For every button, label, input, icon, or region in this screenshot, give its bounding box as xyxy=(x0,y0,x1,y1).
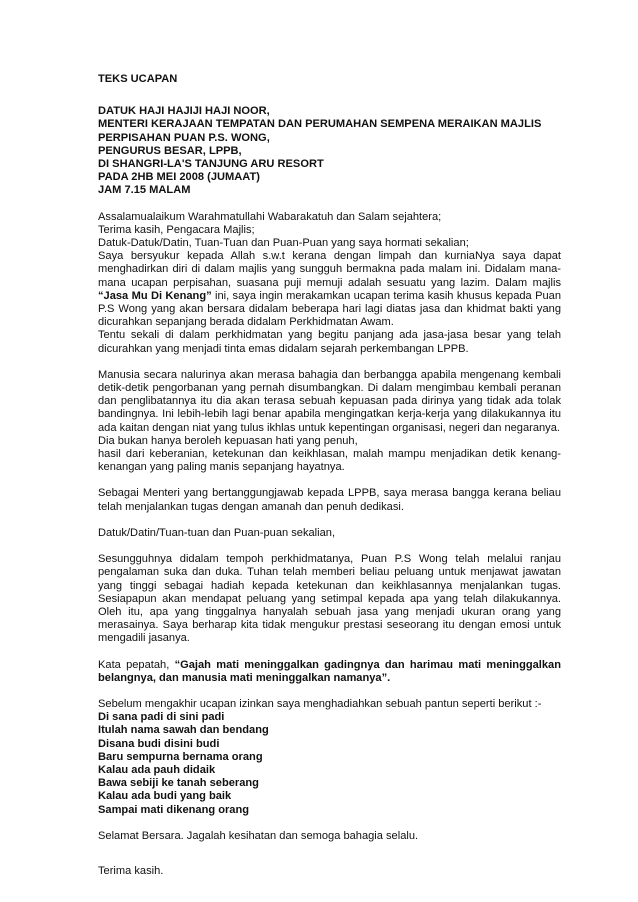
header-line: PERPISAHAN PUAN P.S. WONG, xyxy=(98,131,270,144)
header-line: DI SHANGRI-LA'S TANJUNG ARU RESORT xyxy=(98,158,324,171)
pantun-line: Baru sempurna bernama orang xyxy=(98,750,263,763)
document-title: TEKS UCAPAN xyxy=(98,73,178,85)
closing-thanks: Terima kasih. xyxy=(98,864,164,877)
paragraph-text: ini, saya ingin merakamkan ucapan terima kasih khusus kepada Puan P.S Wong yang akan bersara didalam beberapa hari lagi diatas jasa dan khidmat bakti yang dicurahkan sepanjang berada didalam Perkhidmatan Awam. xyxy=(98,289,561,329)
greeting-line: Terima kasih, Pengacara Majlis; xyxy=(98,223,255,236)
paragraph-service: Sesungguhnya didalam tempoh perkhidmatanya, Puan P.S Wong telah melalui ranjau pengalaman suka dan duka. Tuhan telah memberi beliau peluang untuk menjawat jawatan yang tinggi sebagai hadiah kepada ketekunan dan keikhlasannya menjalankan tugas. Sesiapapun akan mendapat peluang yang setimpal kepada apa yang telah dilakukannya. Oleh itu, apa yang tinggalnya hanyalah sebuah jasa yang menjadi ukuran orang yang merasainya. Saya berharap kita tidak mengukur prestasi seseorang itu dengan emosi untuk mengadili jasanya. xyxy=(98,553,561,645)
paragraph-address: Datuk/Datin/Tuan-tuan dan Puan-puan sekalian, xyxy=(98,526,336,539)
paragraph-text: Saya bersyukur kepada Allah s.w.t kerana dengan limpah dan kurniaNya saya dapat menghadirkan diri di dalam majlis yang sungguh bermakna pada malam ini. Didalam mana-mana ucapan perpisahan, suasana puji memuji adalah sesuatu yang lazim. Dalam majlis xyxy=(98,250,561,289)
pantun-line: Bawa sebiji ke tanah seberang xyxy=(98,777,259,790)
paragraph-gratitude xyxy=(98,250,561,329)
paragraph-proverb xyxy=(98,659,561,685)
header-line: MENTERI KERAJAAN TEMPATAN DAN PERUMAHAN SEMPENA MERAIKAN MAJLIS xyxy=(98,118,542,131)
speech-header xyxy=(98,105,561,197)
event-name: “Jasa Mu Di Kenang” xyxy=(98,289,212,302)
greeting-line: Assalamualaikum Warahmatullahi Wabarakatuh dan Salam sejahtera; xyxy=(98,210,442,223)
paragraph-line: hasil dari keberanian, ketekunan dan keikhlasan, malah mampu menjadikan detik kenang-kenangan yang paling manis sepanjang hayatnya. xyxy=(98,448,561,474)
paragraph-minister: Sebagai Menteri yang bertanggungjawab kepada LPPB, saya merasa bangga kerana beliau telah menjalankan tugas dengan amanah dan penuh dedikasi. xyxy=(98,487,561,513)
header-line: PENGURUS BESAR, LPPB, xyxy=(98,144,242,157)
greeting-line: Datuk-Datuk/Datin, Tuan-Tuan dan Puan-Puan yang saya hormati sekalian; xyxy=(98,237,469,250)
pantun-line: Sampai mati dikenang orang xyxy=(98,803,250,816)
header-line: PADA 2HB MEI 2008 (JUMAAT) xyxy=(98,171,260,184)
header-line: DATUK HAJI HAJIJI HAJI NOOR, xyxy=(98,105,270,118)
proverb-quote: “Gajah mati meninggalkan gadingnya dan harimau mati meninggalkan belangnya, dan manusia mati meninggalkan namanya”. xyxy=(98,658,562,684)
paragraph-line: Dia bukan hanya beroleh kepuasan hati yang penuh, xyxy=(98,434,358,447)
pantun-line: Disana budi disini budi xyxy=(98,737,220,750)
header-line: JAM 7.15 MALAM xyxy=(98,184,191,197)
greetings xyxy=(98,211,561,251)
paragraph-contributions: Tentu sekali di dalam perkhidmatan yang begitu panjang ada jasa-jasa besar yang telah dicurahkan yang menjadi tinta emas didalam sejarah perkembangan LPPB. xyxy=(98,329,561,355)
pantun-line: Di sana padi di sini padi xyxy=(98,711,225,724)
paragraph-text: Kata pepatah, xyxy=(98,658,175,671)
paragraph-human-nature: Manusia secara nalurinya akan merasa bahagia dan berbangga apabila mengenang kembali detik-detik pengorbanan yang pernah disumbangkan. Di dalam mengimbau kembali peranan dan penglibatannya itu dia akan terasa sebuah kepuasan pada dirinya yang tidak ada tolak bandingnya. Ini lebih-lebih lagi benar apabila mengingatkan kerja-kerja yang dilakukannya itu ada kaitan dengan niat yang tulus ikhlas untuk kepentingan organisasi, negeri dan negaranya. xyxy=(98,368,561,434)
pantun-line: Kalau ada pauh didaik xyxy=(98,763,216,776)
pantun-line: Itulah nama sawah dan bendang xyxy=(98,724,269,737)
pantun xyxy=(98,711,561,817)
paragraph-farewell: Selamat Bersara. Jagalah kesihatan dan semoga bahagia selalu. xyxy=(98,829,419,842)
paragraph-pantun-intro: Sebelum mengakhir ucapan izinkan saya menghadiahkan sebuah pantun seperti berikut :- xyxy=(98,697,542,710)
document-page xyxy=(98,73,561,878)
pantun-line: Kalau ada budi yang baik xyxy=(98,790,232,803)
